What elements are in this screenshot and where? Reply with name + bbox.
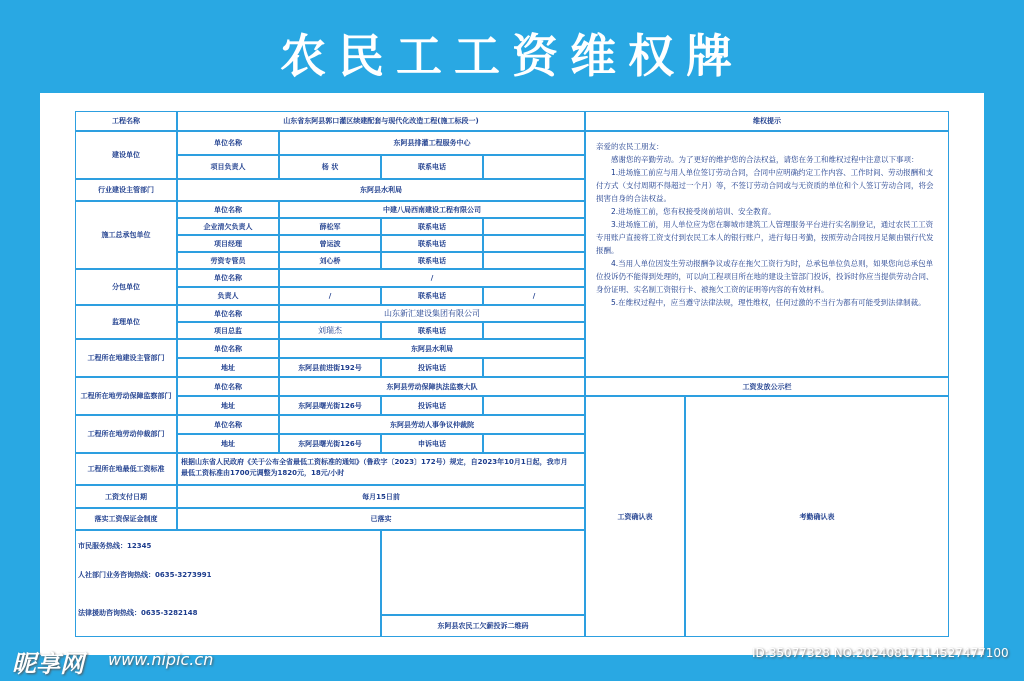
contractor-role: 项目经理 <box>177 235 279 252</box>
labor-dept-phone-label: 投诉电话 <box>381 396 483 415</box>
min-wage-label: 工程所在地最低工资标准 <box>75 453 177 485</box>
guarantee-value: 已落实 <box>177 508 585 530</box>
arbitration-addr-label: 地址 <box>177 434 279 453</box>
contractor-unit: 中建八局西南建设工程有限公司 <box>279 201 585 218</box>
rights-item: 2.进场施工前，您有权接受岗前培训、安全教育。 <box>611 207 776 216</box>
qr-code-label: 东阿县农民工欠薪投诉二维码 <box>381 615 585 637</box>
supervisor-unit-label: 单位名称 <box>177 305 279 322</box>
contractor-phone <box>483 252 585 269</box>
sign-board <box>40 93 984 655</box>
min-wage-line: 最低工资标准由1700元调整为1820元，18元/小时 <box>181 469 345 477</box>
watermark-url: www.nipic.cn <box>108 650 214 669</box>
watermark-logo: 昵享网 <box>12 650 84 678</box>
arbitration-phone-label: 申诉电话 <box>381 434 483 453</box>
contractor-unit-label: 单位名称 <box>177 201 279 218</box>
industry-label: 行业建设主管部门 <box>75 179 177 201</box>
page-title: 农民工工资维权牌 <box>280 29 744 83</box>
supervisor-unit: 山东新汇建设集团有限公司 <box>279 305 585 322</box>
contractor-phone-label: 联系电话 <box>381 218 483 235</box>
builder-leader-label: 项目负责人 <box>177 155 279 179</box>
labor-dept-unit-label: 单位名称 <box>177 377 279 396</box>
hotline-citizen: 市民服务热线：12345 <box>78 542 152 550</box>
rights-item: 5.在维权过程中，应当遵守法律法规，理性维权，任何过激的不当行为都有可能受到法律制裁。 <box>611 298 926 307</box>
contractor-person: 曾运波 <box>279 235 381 252</box>
labor-dept-phone <box>483 396 585 415</box>
supervisor-label: 监理单位 <box>75 305 177 339</box>
rights-notice <box>585 131 949 377</box>
pay-day-value: 每月15日前 <box>177 485 585 508</box>
supervisor-phone-label: 联系电话 <box>381 322 483 339</box>
supervisor-chief-label: 项目总监 <box>177 322 279 339</box>
rights-item: 1.进场施工前应与用人单位签订劳动合同，合同中应明确约定工作内容、工作时间、劳动报酬和支付方式（支付周期不得超过一个月）等，不签订劳动合同或与无资质的单位和个人签订劳动合同，将会损害自身的合法权益。 <box>596 168 934 203</box>
sub-leader: / <box>279 287 381 305</box>
qr-code-box <box>381 530 585 615</box>
rights-item: 3.进场施工前，用人单位应为您在聊城市建筑工人管理服务平台进行实名制登记，通过农民工工资专用账户直接将工资支付到农民工本人的银行账户，进行每日考勤，按照劳动合同按月足额由银行代发报酬。 <box>596 220 934 255</box>
labor-dept-addr: 东阿县曙光街126号 <box>279 396 381 415</box>
contractor-role: 企业清欠负责人 <box>177 218 279 235</box>
sub-label: 分包单位 <box>75 269 177 305</box>
hotline-hr: 人社部门业务咨询热线：0635-3273991 <box>78 571 212 579</box>
rights-greeting: 亲爱的农民工朋友： <box>596 142 664 151</box>
labor-dept-label: 工程所在地劳动保障监察部门 <box>75 377 177 415</box>
arbitration-phone <box>483 434 585 453</box>
rights-intro: 感谢您的辛勤劳动。为了更好的维护您的合法权益，请您在务工和维权过程中注意以下事项： <box>611 155 919 164</box>
contractor-person: 薛松军 <box>279 218 381 235</box>
pay-day-label: 工资支付日期 <box>75 485 177 508</box>
local-dept-addr-label: 地址 <box>177 358 279 377</box>
sub-phone: / <box>483 287 585 305</box>
wage-confirm-column: 工资确认表 <box>585 396 685 637</box>
builder-phone-label: 联系电话 <box>381 155 483 179</box>
arbitration-addr: 东阿县曙光街126号 <box>279 434 381 453</box>
hotline-legal: 法律援助咨询热线：0635-3282148 <box>78 609 198 617</box>
contractor-phone-label: 联系电话 <box>381 235 483 252</box>
supervisor-chief: 刘瑞杰 <box>279 322 381 339</box>
contractor-phone-label: 联系电话 <box>381 252 483 269</box>
sub-phone-label: 联系电话 <box>381 287 483 305</box>
local-dept-unit: 东阿县水利局 <box>279 339 585 358</box>
sub-unit-label: 单位名称 <box>177 269 279 287</box>
contractor-phone <box>483 235 585 252</box>
rights-header: 维权提示 <box>585 111 949 131</box>
builder-phone <box>483 155 585 179</box>
industry-value: 东阿县水利局 <box>177 179 585 201</box>
contractor-person: 刘心桥 <box>279 252 381 269</box>
project-label: 工程名称 <box>75 111 177 131</box>
labor-dept-addr-label: 地址 <box>177 396 279 415</box>
local-dept-addr: 东阿县前进街192号 <box>279 358 381 377</box>
local-dept-unit-label: 单位名称 <box>177 339 279 358</box>
attendance-confirm-column: 考勤确认表 <box>685 396 949 637</box>
min-wage-text <box>177 453 585 485</box>
watermark-id: ID:35077328 NO:20240817114527477100 <box>752 646 1009 660</box>
builder-unit-label: 单位名称 <box>177 131 279 155</box>
local-dept-label: 工程所在地建设主管部门 <box>75 339 177 377</box>
sub-unit: / <box>279 269 585 287</box>
arbitration-unit-label: 单位名称 <box>177 415 279 434</box>
supervisor-phone <box>483 322 585 339</box>
project-value: 山东省东阿县郭口灌区续建配套与现代化改造工程(施工标段一) <box>177 111 585 131</box>
wage-board-header: 工资发放公示栏 <box>585 377 949 396</box>
contractor-role: 劳资专管员 <box>177 252 279 269</box>
guarantee-label: 落实工资保证金制度 <box>75 508 177 530</box>
labor-dept-unit: 东阿县劳动保障执法监察大队 <box>279 377 585 396</box>
arbitration-unit: 东阿县劳动人事争议仲裁院 <box>279 415 585 434</box>
rights-item: 4.当用人单位因发生劳动报酬争议或存在拖欠工资行为时，总承包单位负总则，如果您向总承包单位投诉仍不能得到处理的，可以向工程项目所在地的建设主管部门投诉，投诉时你应当提供劳动合同、身份证明、实名制工资银行卡、被拖欠工资的证明等内容的有效材料。 <box>596 259 934 294</box>
builder-leader: 杨 状 <box>279 155 381 179</box>
contractor-phone <box>483 218 585 235</box>
arbitration-label: 工程所在地劳动仲裁部门 <box>75 415 177 453</box>
builder-unit: 东阿县排灌工程服务中心 <box>279 131 585 155</box>
min-wage-line: 根据山东省人民政府《关于公布全省最低工资标准的通知》（鲁政字〔2023〕172号）规定，自2023年10月1日起，我市月 <box>181 458 568 466</box>
builder-label: 建设单位 <box>75 131 177 179</box>
sub-leader-label: 负责人 <box>177 287 279 305</box>
local-dept-phone <box>483 358 585 377</box>
local-dept-phone-label: 投诉电话 <box>381 358 483 377</box>
contractor-label: 施工总承包单位 <box>75 201 177 269</box>
